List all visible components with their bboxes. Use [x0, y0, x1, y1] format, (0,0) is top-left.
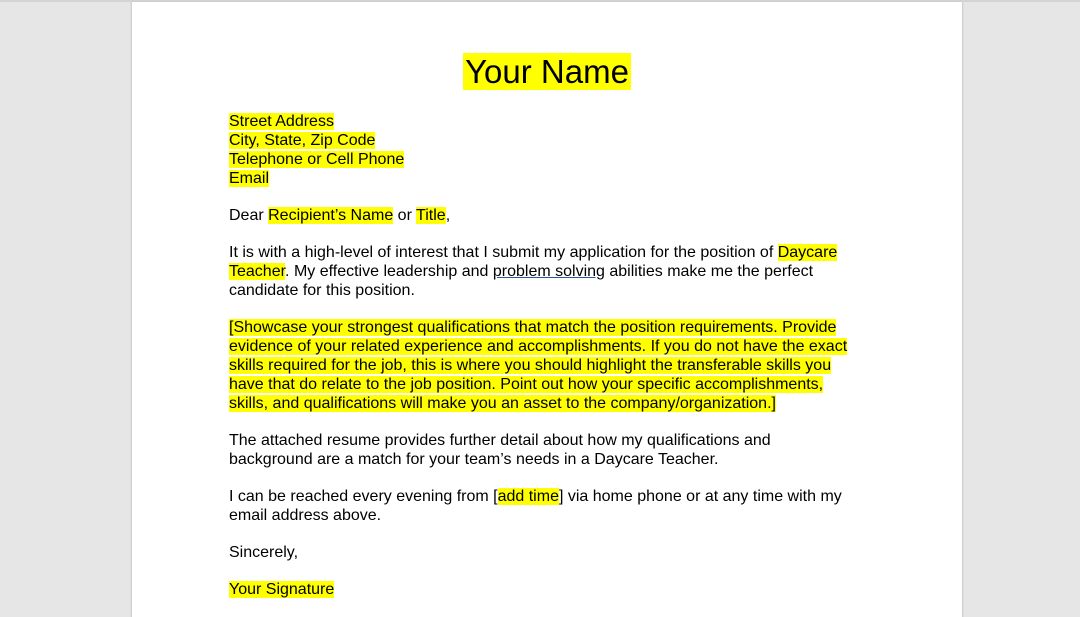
salutation-recipient: Recipient’s Name: [268, 207, 394, 224]
para2-line: [229, 394, 869, 413]
para1-text: . My effective leadership and: [285, 263, 493, 280]
para1-line3: candidate for this position.: [229, 282, 415, 299]
para2-line: [229, 337, 869, 356]
salutation-dear: Dear: [229, 207, 269, 224]
para2-line: [229, 356, 869, 375]
salutation-title: Title: [416, 207, 446, 224]
para3-line: The attached resume provides further detail about how my qualifications and: [229, 432, 771, 449]
para3-line: background are a match for your team’s needs in a Daycare Teacher.: [229, 451, 719, 468]
para1-line2: [229, 262, 869, 281]
para4-text: ] via home phone or at any time with my: [558, 488, 842, 505]
placeholder-text: evidence of your related experience and accomplishments. If you do not have the exact: [229, 338, 848, 355]
contact-street-line: [229, 112, 869, 131]
contact-street: Street Address: [229, 113, 334, 130]
salutation: [229, 206, 869, 225]
contact-city: City, State, Zip Code: [229, 132, 376, 149]
spacer: [229, 562, 869, 580]
closing-sincerely: Sincerely,: [229, 544, 299, 561]
para1-text: It is with a high-level of interest that I submit my application for the position of: [229, 244, 778, 261]
contact-email-line: [229, 169, 869, 188]
your-name-heading: Your Name: [465, 53, 629, 90]
page-title: [132, 52, 962, 92]
spacer: [229, 188, 869, 206]
placeholder-text: skills required for the job, this is where you should highlight the transferable skills you: [229, 357, 832, 374]
contact-phone-line: [229, 150, 869, 169]
letter-body: [229, 112, 869, 599]
salutation-or: or: [393, 207, 417, 224]
grammar-flag[interactable]: problem solving: [492, 263, 605, 280]
para1-text: abilities make me the perfect: [604, 263, 814, 280]
signature: Your Signature: [229, 581, 335, 598]
salutation-comma: ,: [445, 207, 451, 224]
contact-email: Email: [229, 170, 270, 187]
contact-city-line: [229, 131, 869, 150]
placeholder-text: [Showcase your strongest qualifications that match the position requirements. Provide: [229, 319, 837, 336]
para4-text: I can be reached every evening from [: [229, 488, 498, 505]
para4-line1: [229, 487, 869, 506]
spacer: [229, 413, 869, 431]
contact-phone: Telephone or Cell Phone: [229, 151, 405, 168]
position-highlight-2: Teacher: [229, 263, 286, 280]
para4-line2: email address above.: [229, 507, 382, 524]
para1-line1: [229, 243, 869, 262]
add-time-highlight: add time: [497, 488, 559, 505]
placeholder-text: skills, and qualifications will make you an asset to the company/organization.]: [229, 395, 776, 412]
spacer: [229, 525, 869, 543]
spacer: [229, 225, 869, 243]
para2-line: [229, 375, 869, 394]
document-page[interactable]: [131, 2, 963, 617]
signature-line: [229, 580, 869, 599]
spacer: [229, 469, 869, 487]
spacer: [229, 300, 869, 318]
placeholder-text: have that do relate to the job position. Point out how your specific accomplishments,: [229, 376, 824, 393]
para2-line: [229, 318, 869, 337]
position-highlight: Daycare: [777, 244, 838, 261]
